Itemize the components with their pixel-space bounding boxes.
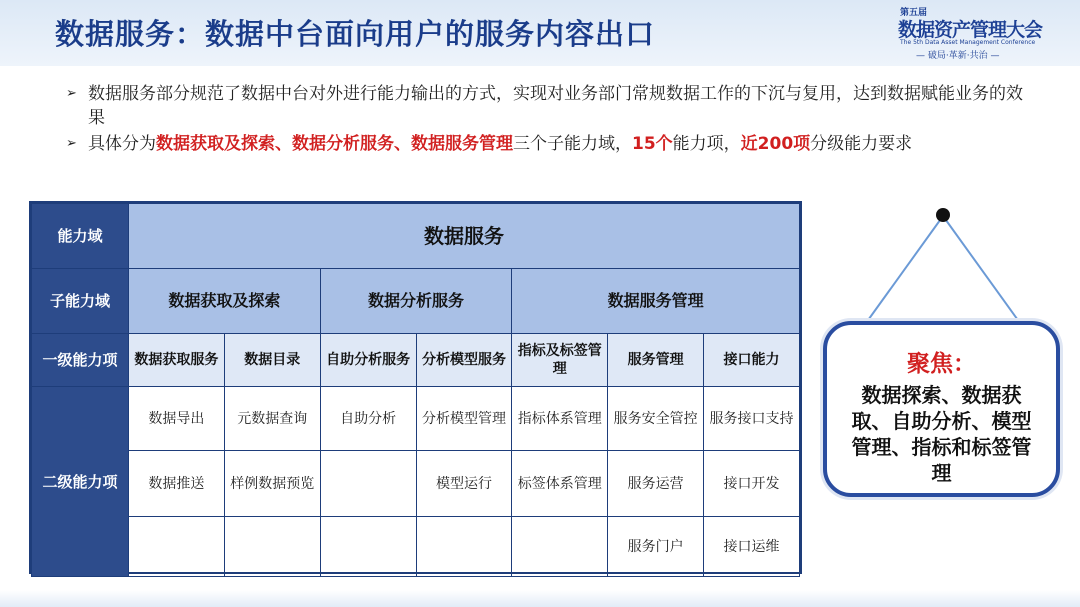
callout-text: 数据探索、数据获取、自助分析、模型管理、指标和标签管理 — [851, 383, 1032, 485]
page-title: 数据服务：数据中台面向用户的服务内容出口 — [55, 17, 656, 51]
logo-motto: — 破局·革新·共治 — — [916, 51, 1000, 61]
focus-callout — [823, 321, 1060, 497]
callout-string-left — [866, 216, 943, 323]
level1-cell: 数据获取服务 — [129, 334, 225, 387]
level2-cell: 自助分析 — [320, 387, 416, 451]
level2-cell: 分析模型管理 — [416, 387, 512, 451]
row-label-level1: 一级能力项 — [32, 334, 129, 387]
level2-cell: 标签体系管理 — [512, 451, 608, 517]
logo-name: 数据资产管理大会 — [898, 19, 1043, 41]
bullet-arrow-icon: ➢ — [66, 136, 77, 151]
callout-title: 聚焦： — [907, 351, 976, 377]
level1-cell: 数据目录 — [224, 334, 320, 387]
bullet-highlight: 数据获取及探索、数据分析服务、数据服务管理 — [156, 134, 513, 154]
level2-cell: 模型运行 — [416, 451, 512, 517]
level2-cell: 样例数据预览 — [224, 451, 320, 517]
bullet-text: 分级能力要求 — [810, 134, 913, 154]
bullet-arrow-icon: ➢ — [66, 86, 77, 101]
level1-cell: 分析模型服务 — [416, 334, 512, 387]
pin-icon — [936, 208, 950, 222]
bullet-highlight: 15个 — [632, 134, 673, 154]
callout-string-right — [943, 216, 1020, 323]
row-label-level2: 二级能力项 — [32, 387, 129, 577]
row-label-subdomain: 子能力域 — [32, 269, 129, 334]
logo-edition: 第五届 — [900, 8, 928, 18]
level2-cell: 指标体系管理 — [512, 387, 608, 451]
level2-cell: 接口运维 — [704, 517, 800, 577]
level1-cell: 自助分析服务 — [320, 334, 416, 387]
bullet-highlight: 近200项 — [740, 134, 811, 154]
domain-cell: 数据服务 — [129, 204, 800, 269]
subdomain-cell: 数据获取及探索 — [129, 269, 321, 334]
level1-cell: 接口能力 — [704, 334, 800, 387]
level2-cell: 服务安全管控 — [608, 387, 704, 451]
bullet-text: 能力项， — [672, 134, 741, 154]
level2-cell: 元数据查询 — [224, 387, 320, 451]
bullet-text: 三个子能力域， — [513, 134, 632, 154]
level2-cell: 数据导出 — [129, 387, 225, 451]
level2-cell: 服务运营 — [608, 451, 704, 517]
level2-cell: 数据推送 — [129, 451, 225, 517]
footer-bar — [0, 590, 1080, 607]
logo-english: The 5th Data Asset Management Conference — [900, 39, 1036, 46]
subdomain-cell: 数据分析服务 — [320, 269, 512, 334]
row-label-domain: 能力域 — [32, 204, 129, 269]
level2-cell: 服务接口支持 — [704, 387, 800, 451]
level2-cell: 接口开发 — [704, 451, 800, 517]
bullet-text: 数据服务部分规范了数据中台对外进行能力输出的方式，实现对业务部门常规数据工作的下沉与复用，达到数据赋能业务的效果 — [88, 84, 1023, 128]
level1-cell: 指标及标签管理 — [512, 334, 608, 387]
subdomain-cell: 数据服务管理 — [512, 269, 800, 334]
bullet-text: 具体分为 — [88, 134, 156, 154]
level1-cell: 服务管理 — [608, 334, 704, 387]
level2-cell: 服务门户 — [608, 517, 704, 577]
